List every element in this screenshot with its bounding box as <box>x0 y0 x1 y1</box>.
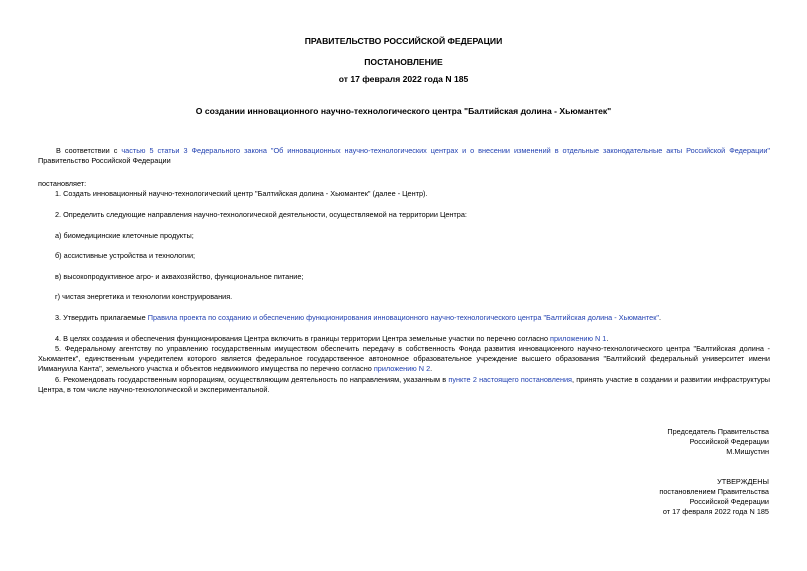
item-2-b: б) ассистивные устройства и технологии; <box>55 251 196 260</box>
decides-text: постановляет: <box>38 179 87 188</box>
approved-date: от 17 февраля 2022 года N 185 <box>662 507 769 516</box>
approved-title: УТВЕРЖДЕНЫ <box>717 477 769 486</box>
item-5-lead: 5. Федеральному агентству по управлению государственным имуществом обеспечить передачу в собственность Фонда развития инновационного научно-технологического центра "Балтийская долина - Хьюмантек", единственным учредителем которого является федеральное государственное автономное образовательное учреждение высшего образования "Балтийский федеральный университет имени Иммануила Канта", земельного участка и объектов недвижимого имущества по перечню согласно <box>38 344 770 373</box>
document-title: О создании инновационного научно-технологического центра "Балтийская долина - Хьюмантек" <box>195 106 612 116</box>
item-3 <box>55 313 661 323</box>
item-2-v: в) высокопродуктивное агро- и аквахозяйство, функциональное питание; <box>55 272 304 281</box>
item-6-tail: , принять участие в создании и развитии инфраструктуры Центра, в том числе научно-технологической и экспериментальной. <box>38 375 771 394</box>
item-1: 1. Создать инновационный научно-технологический центр "Балтийская долина - Хьюмантек" (далее - Центр). <box>55 189 428 198</box>
item-2: 2. Определить следующие направления научно-технологической деятельности, осуществляемой на территории Центра: <box>55 210 467 219</box>
item-3-lead: 3. Утвердить прилагаемые <box>55 313 148 322</box>
item-2-reference-link[interactable]: пункте 2 настоящего постановления <box>448 375 573 384</box>
item-4-lead: 4. В целях создания и обеспечения функционирования Центра включить в границы территории Центра земельные участки по перечню согласно <box>55 334 551 343</box>
item-6-lead: 6. Рекомендовать государственным корпорациям, осуществляющим деятельность по направлениям, указанным в <box>55 375 449 384</box>
appendix-1-link[interactable]: приложению N 1 <box>550 334 607 343</box>
federal-law-link[interactable]: частью 5 статьи 3 Федерального закона "Об инновационных научно-технологических центрах и о внесении изменений в отдельные законодательные акты Российской Федерации" <box>121 146 771 155</box>
intro-tail-text: Правительство Российской Федерации <box>38 156 171 165</box>
item-5-tail: . <box>430 364 433 373</box>
signature-country: Российской Федерации <box>689 437 769 446</box>
approved-country: Российской Федерации <box>689 497 769 506</box>
project-rules-link[interactable]: Правила проекта по созданию и обеспечению функционирования инновационного научно-технологического центра "Балтийская долина - Хьюмантек" <box>147 313 659 322</box>
document-type-heading: ПОСТАНОВЛЕНИЕ <box>364 57 443 67</box>
item-5 <box>38 344 770 374</box>
item-3-tail: . <box>659 313 662 322</box>
document-date-number: от 17 февраля 2022 года N 185 <box>338 74 469 84</box>
intro-paragraph <box>38 146 770 166</box>
item-2-a: а) биомедицинские клеточные продукты; <box>55 231 194 240</box>
approved-by: постановлением Правительства <box>659 487 769 496</box>
signature-name: М.Мишустин <box>726 447 769 456</box>
item-4-tail: . <box>606 334 609 343</box>
signature-position: Председатель Правительства <box>667 427 769 436</box>
item-4 <box>55 334 608 344</box>
intro-lead-text: В соответствии с <box>56 146 122 155</box>
item-2-g: г) чистая энергетика и технологии конструирования. <box>55 292 233 301</box>
item-6 <box>38 375 770 395</box>
government-heading: ПРАВИТЕЛЬСТВО РОССИЙСКОЙ ФЕДЕРАЦИИ <box>304 36 503 46</box>
appendix-2-link[interactable]: приложению N 2 <box>373 364 431 373</box>
